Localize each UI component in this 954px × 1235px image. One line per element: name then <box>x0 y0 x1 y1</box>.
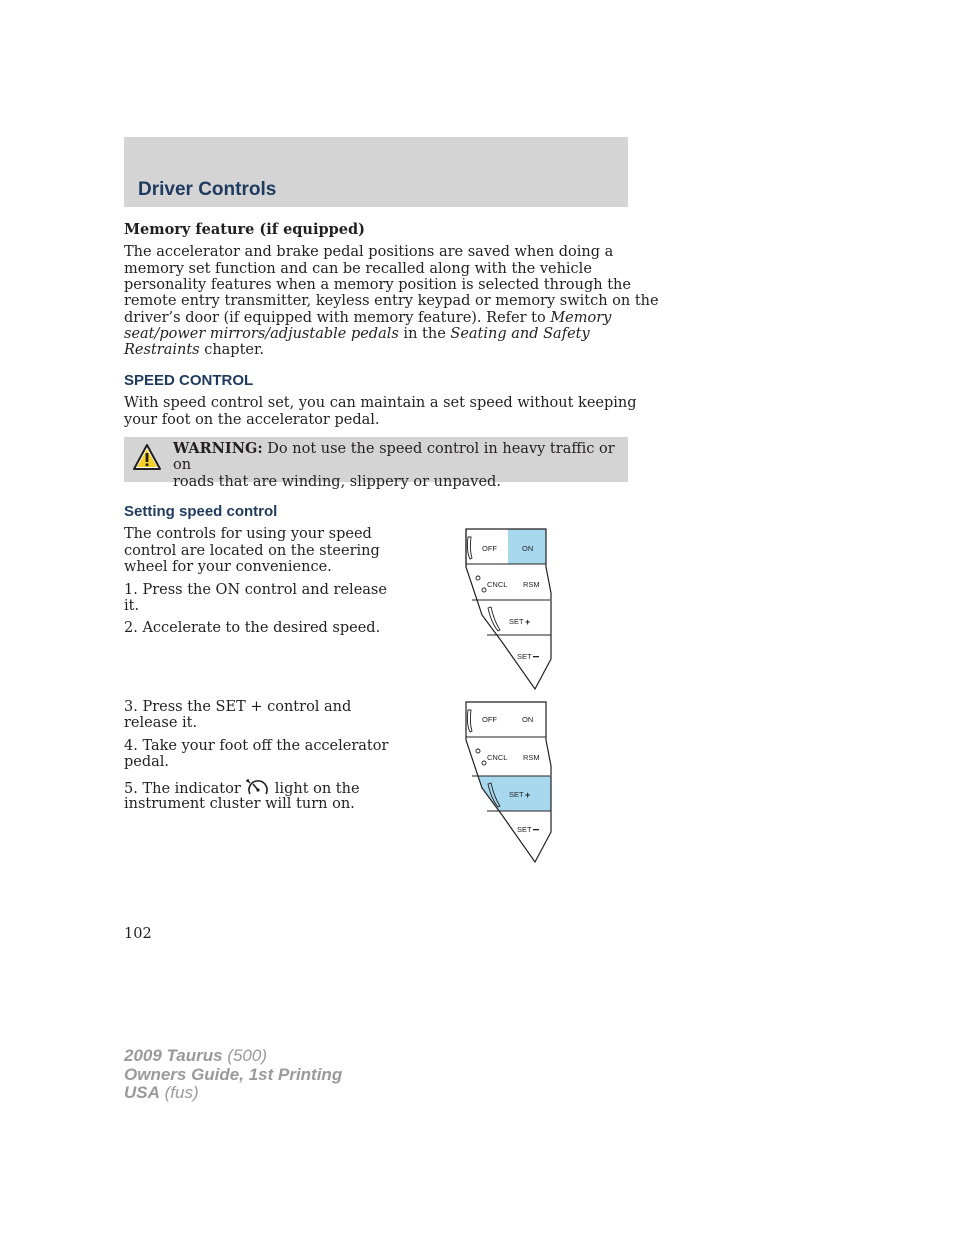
setting-p1-line-3: wheel for your convenience. <box>124 559 332 575</box>
page-title: Driver Controls <box>138 179 277 200</box>
cncl-label-2: CNCL <box>487 753 508 762</box>
on-label: ON <box>522 544 534 553</box>
setting-heading: Setting speed control <box>124 503 278 520</box>
off-label: OFF <box>482 544 497 553</box>
memory-line-6a: seat/power mirrors/adjustable pedals <box>124 326 399 342</box>
step-5-line-2: instrument cluster will turn on. <box>124 796 355 812</box>
rsm-label: RSM <box>523 580 540 589</box>
footer <box>124 1047 342 1103</box>
footer-line-1 <box>124 1047 342 1066</box>
header-band <box>124 137 628 207</box>
page-number: 102 <box>124 926 152 942</box>
speed-intro-line-1: With speed control set, you can maintain a set speed without keeping <box>124 395 637 411</box>
step-1-line-2: it. <box>124 598 140 614</box>
step-5b: light on the <box>274 781 360 797</box>
step-1-line-1: 1. Press the ON control and release <box>124 582 387 598</box>
minus-sign-icon <box>533 656 539 657</box>
memory-line-5b: Memory <box>550 310 612 326</box>
memory-line-3: personality features when a memory position is selected through the <box>124 277 631 293</box>
warning-line-1: Do not use the speed control in heavy traffic or on <box>173 441 615 474</box>
memory-line-4: remote entry transmitter, keyless entry keypad or memory switch on the <box>124 293 659 309</box>
rsm-label-2: RSM <box>523 753 540 762</box>
set-minus-label-2: SET <box>517 825 532 834</box>
warning-triangle-icon <box>132 443 162 471</box>
warning-text <box>173 441 623 490</box>
warning-box <box>124 437 628 490</box>
set-minus-label: SET <box>517 652 532 661</box>
speed-control-diagram-set <box>462 700 556 865</box>
step-3-line-1: 3. Press the SET + control and <box>124 699 352 715</box>
plus-sign-icon-2: + <box>525 790 531 800</box>
set-plus-label: SET <box>509 617 524 626</box>
on-label-2: ON <box>522 715 534 724</box>
memory-line-7a: Restraints <box>124 342 200 358</box>
memory-line-7b: chapter. <box>199 342 264 358</box>
footer-model: 2009 Taurus <box>124 1046 223 1065</box>
speed-control-indicator-icon <box>245 778 271 798</box>
footer-line-3 <box>124 1084 342 1103</box>
speed-control-diagram-on <box>462 527 556 692</box>
memory-line-5 <box>124 310 611 326</box>
plus-sign-icon: + <box>525 617 531 627</box>
step-5-line-1 <box>124 778 360 798</box>
step-5a: 5. The indicator <box>124 781 241 797</box>
off-label-2: OFF <box>482 715 497 724</box>
setting-p1-line-2: control are located on the steering <box>124 543 380 559</box>
cncl-label: CNCL <box>487 580 508 589</box>
footer-model-code: (500) <box>222 1046 268 1065</box>
footer-line-2 <box>124 1066 342 1085</box>
memory-heading: Memory feature (if equipped) <box>124 221 365 238</box>
footer-edition: Owners Guide, 1st Printing <box>124 1064 343 1084</box>
warning-line-2: roads that are winding, slippery or unpaved. <box>173 473 501 490</box>
memory-line-1: The accelerator and brake pedal positions are saved when doing a <box>124 244 614 260</box>
memory-line-6c: Seating and Safety <box>450 326 590 342</box>
memory-line-7 <box>124 342 264 358</box>
step-3-line-2: release it. <box>124 715 198 731</box>
memory-line-5a: driver’s door (if equipped with memory feature). Refer to <box>124 310 551 326</box>
warning-label: WARNING: <box>173 440 263 457</box>
memory-line-2: memory set function and can be recalled along with the vehicle <box>124 261 592 277</box>
footer-market-code: (fus) <box>159 1083 199 1102</box>
footer-market: USA <box>124 1083 160 1102</box>
step-4-line-2: pedal. <box>124 754 170 770</box>
memory-line-6b: in the <box>398 326 451 342</box>
memory-line-6 <box>124 326 590 342</box>
speed-control-heading: SPEED CONTROL <box>124 372 254 389</box>
minus-sign-icon-2 <box>533 829 539 830</box>
set-plus-label-2: SET <box>509 790 524 799</box>
step-2: 2. Accelerate to the desired speed. <box>124 620 381 636</box>
setting-p1-line-1: The controls for using your speed <box>124 526 372 542</box>
step-4-line-1: 4. Take your foot off the accelerator <box>124 738 389 754</box>
speed-intro-line-2: your foot on the accelerator pedal. <box>124 412 380 428</box>
